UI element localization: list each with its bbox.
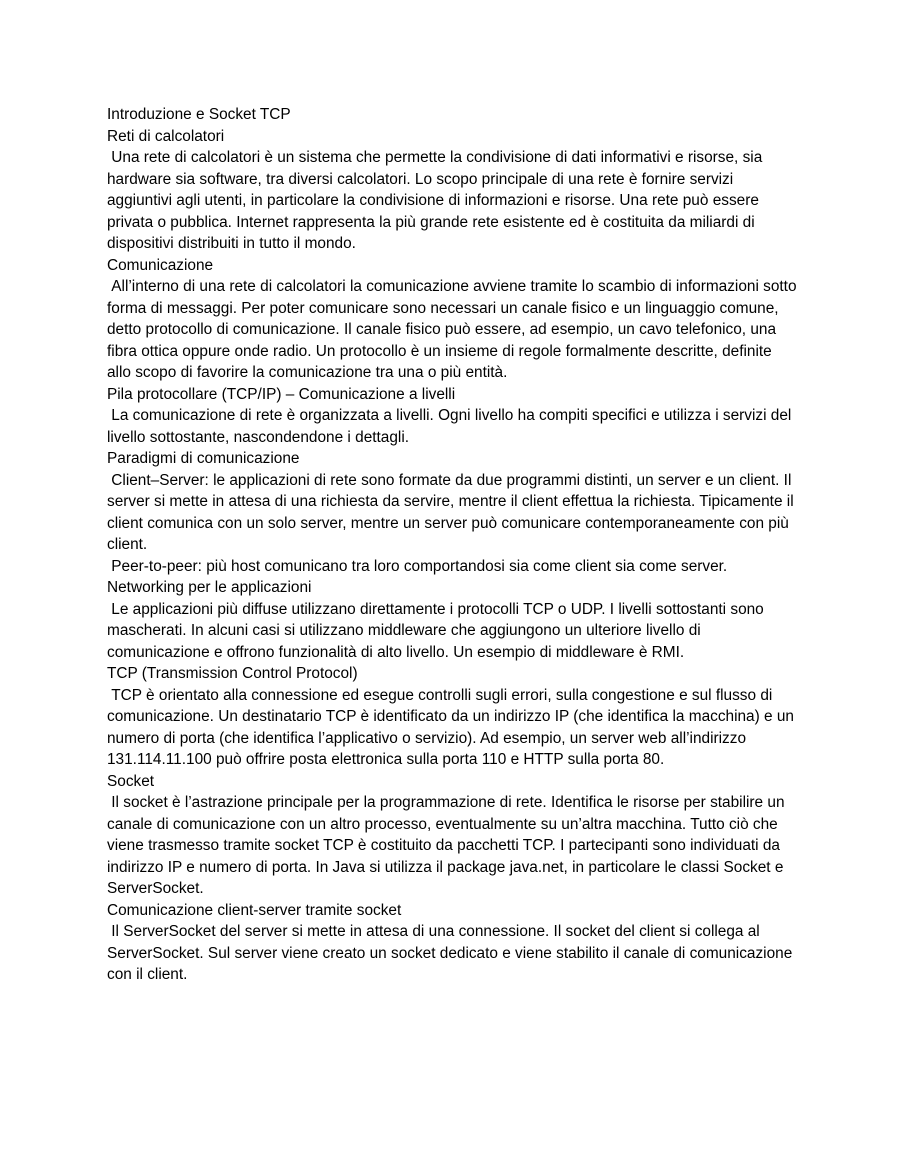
- section-heading: Networking per le applicazioni: [107, 579, 312, 596]
- section-paragraph: Il ServerSocket del server si mette in attesa di una connessione. Il socket del client si collega al ServerSocket. Sul server viene creato un socket dedicato e viene stabilito il canale di comunicazione con il client.: [107, 923, 797, 983]
- section-paragraph: TCP è orientato alla connessione ed esegue controlli sugli errori, sulla congestione e sul flusso di comunicazione. Un destinatario TCP è identificato da un indirizzo IP (che identifica la macchina) e un numero di porta (che identifica l’applicativo o servizio). Ad esempio, un server web all’indirizzo 131.114.11.100 può offrire posta elettronica sulla porta 110 e HTTP sulla porta 80.: [107, 686, 799, 768]
- section-paragraph: All’interno di una rete di calcolatori la comunicazione avviene tramite lo scambio di informazioni sotto forma di messaggi. Per poter comunicare sono necessari un canale fisico e un linguaggio comune, detto protocollo di comunicazione. Il canale fisico può essere, ad esempio, un cavo telefonico, una fibra ottica oppure onde radio. Un protocollo è un insieme di regole formalmente descritte, definite allo scopo di favorire la comunicazione tra una o più entità.: [107, 278, 801, 381]
- section-paragraph: Client–Server: le applicazioni di rete sono formate da due programmi distinti, un server e un client. Il server si mette in attesa di una richiesta da servire, mentre il client effettua la richiesta. Tipicamente il client comunica con un solo server, mentre un server può comunicare contemporaneamente con più client.: [107, 471, 798, 553]
- section-heading: Paradigmi di comunicazione: [107, 450, 300, 467]
- document-page: [107, 104, 801, 986]
- section-heading: Pila protocollare (TCP/IP) – Comunicazione a livelli: [107, 385, 456, 403]
- section-paragraph: Una rete di calcolatori è un sistema che permette la condivisione di dati informativi e risorse, sia hardware sia software, tra diversi calcolatori. Lo scopo principale di una rete è fornire servizi aggiuntivi agli utenti, in particolare la condivisione di informazioni e risorse. Una rete può essere privata o pubblica. Internet rappresenta la più grande rete esistente ed è costituita da miliardi di dispositivi distribuiti in tutto il mondo.: [107, 149, 767, 252]
- section-heading: TCP (Transmission Control Protocol): [107, 665, 358, 682]
- section-heading: Comunicazione: [107, 256, 214, 274]
- document-title: Introduzione e Socket TCP: [107, 106, 291, 123]
- section-heading: Socket: [107, 772, 155, 790]
- section-heading: Reti di calcolatori: [107, 127, 225, 145]
- section-paragraph: Il socket è l’astrazione principale per la programmazione di rete. Identifica le risorse per stabilire un canale di comunicazione con un altro processo, eventualmente su un’altra macchina. Tutto ciò che viene trasmesso tramite socket TCP è costituito da pacchetti TCP. I partecipanti sono individuati da indirizzo IP e numero di porta. In Java si utilizza il package java.net, in particolare le classi Socket e ServerSocket.: [107, 794, 789, 897]
- section-paragraph: La comunicazione di rete è organizzata a livelli. Ogni livello ha compiti specifici e utilizza i servizi del livello sottostante, nascondendone i dettagli.: [107, 407, 796, 446]
- section-heading: Comunicazione client-server tramite socket: [107, 901, 402, 919]
- section-paragraph: Le applicazioni più diffuse utilizzano direttamente i protocolli TCP o UDP. I livelli sottostanti sono mascherati. In alcuni casi si utilizzano middleware che aggiungono un ulteriore livello di comunicazione e offrono funzionalità di alto livello. Un esempio di middleware è RMI.: [107, 600, 769, 661]
- section-paragraph: Peer-to-peer: più host comunicano tra loro comportandosi sia come client sia come server.: [107, 557, 728, 575]
